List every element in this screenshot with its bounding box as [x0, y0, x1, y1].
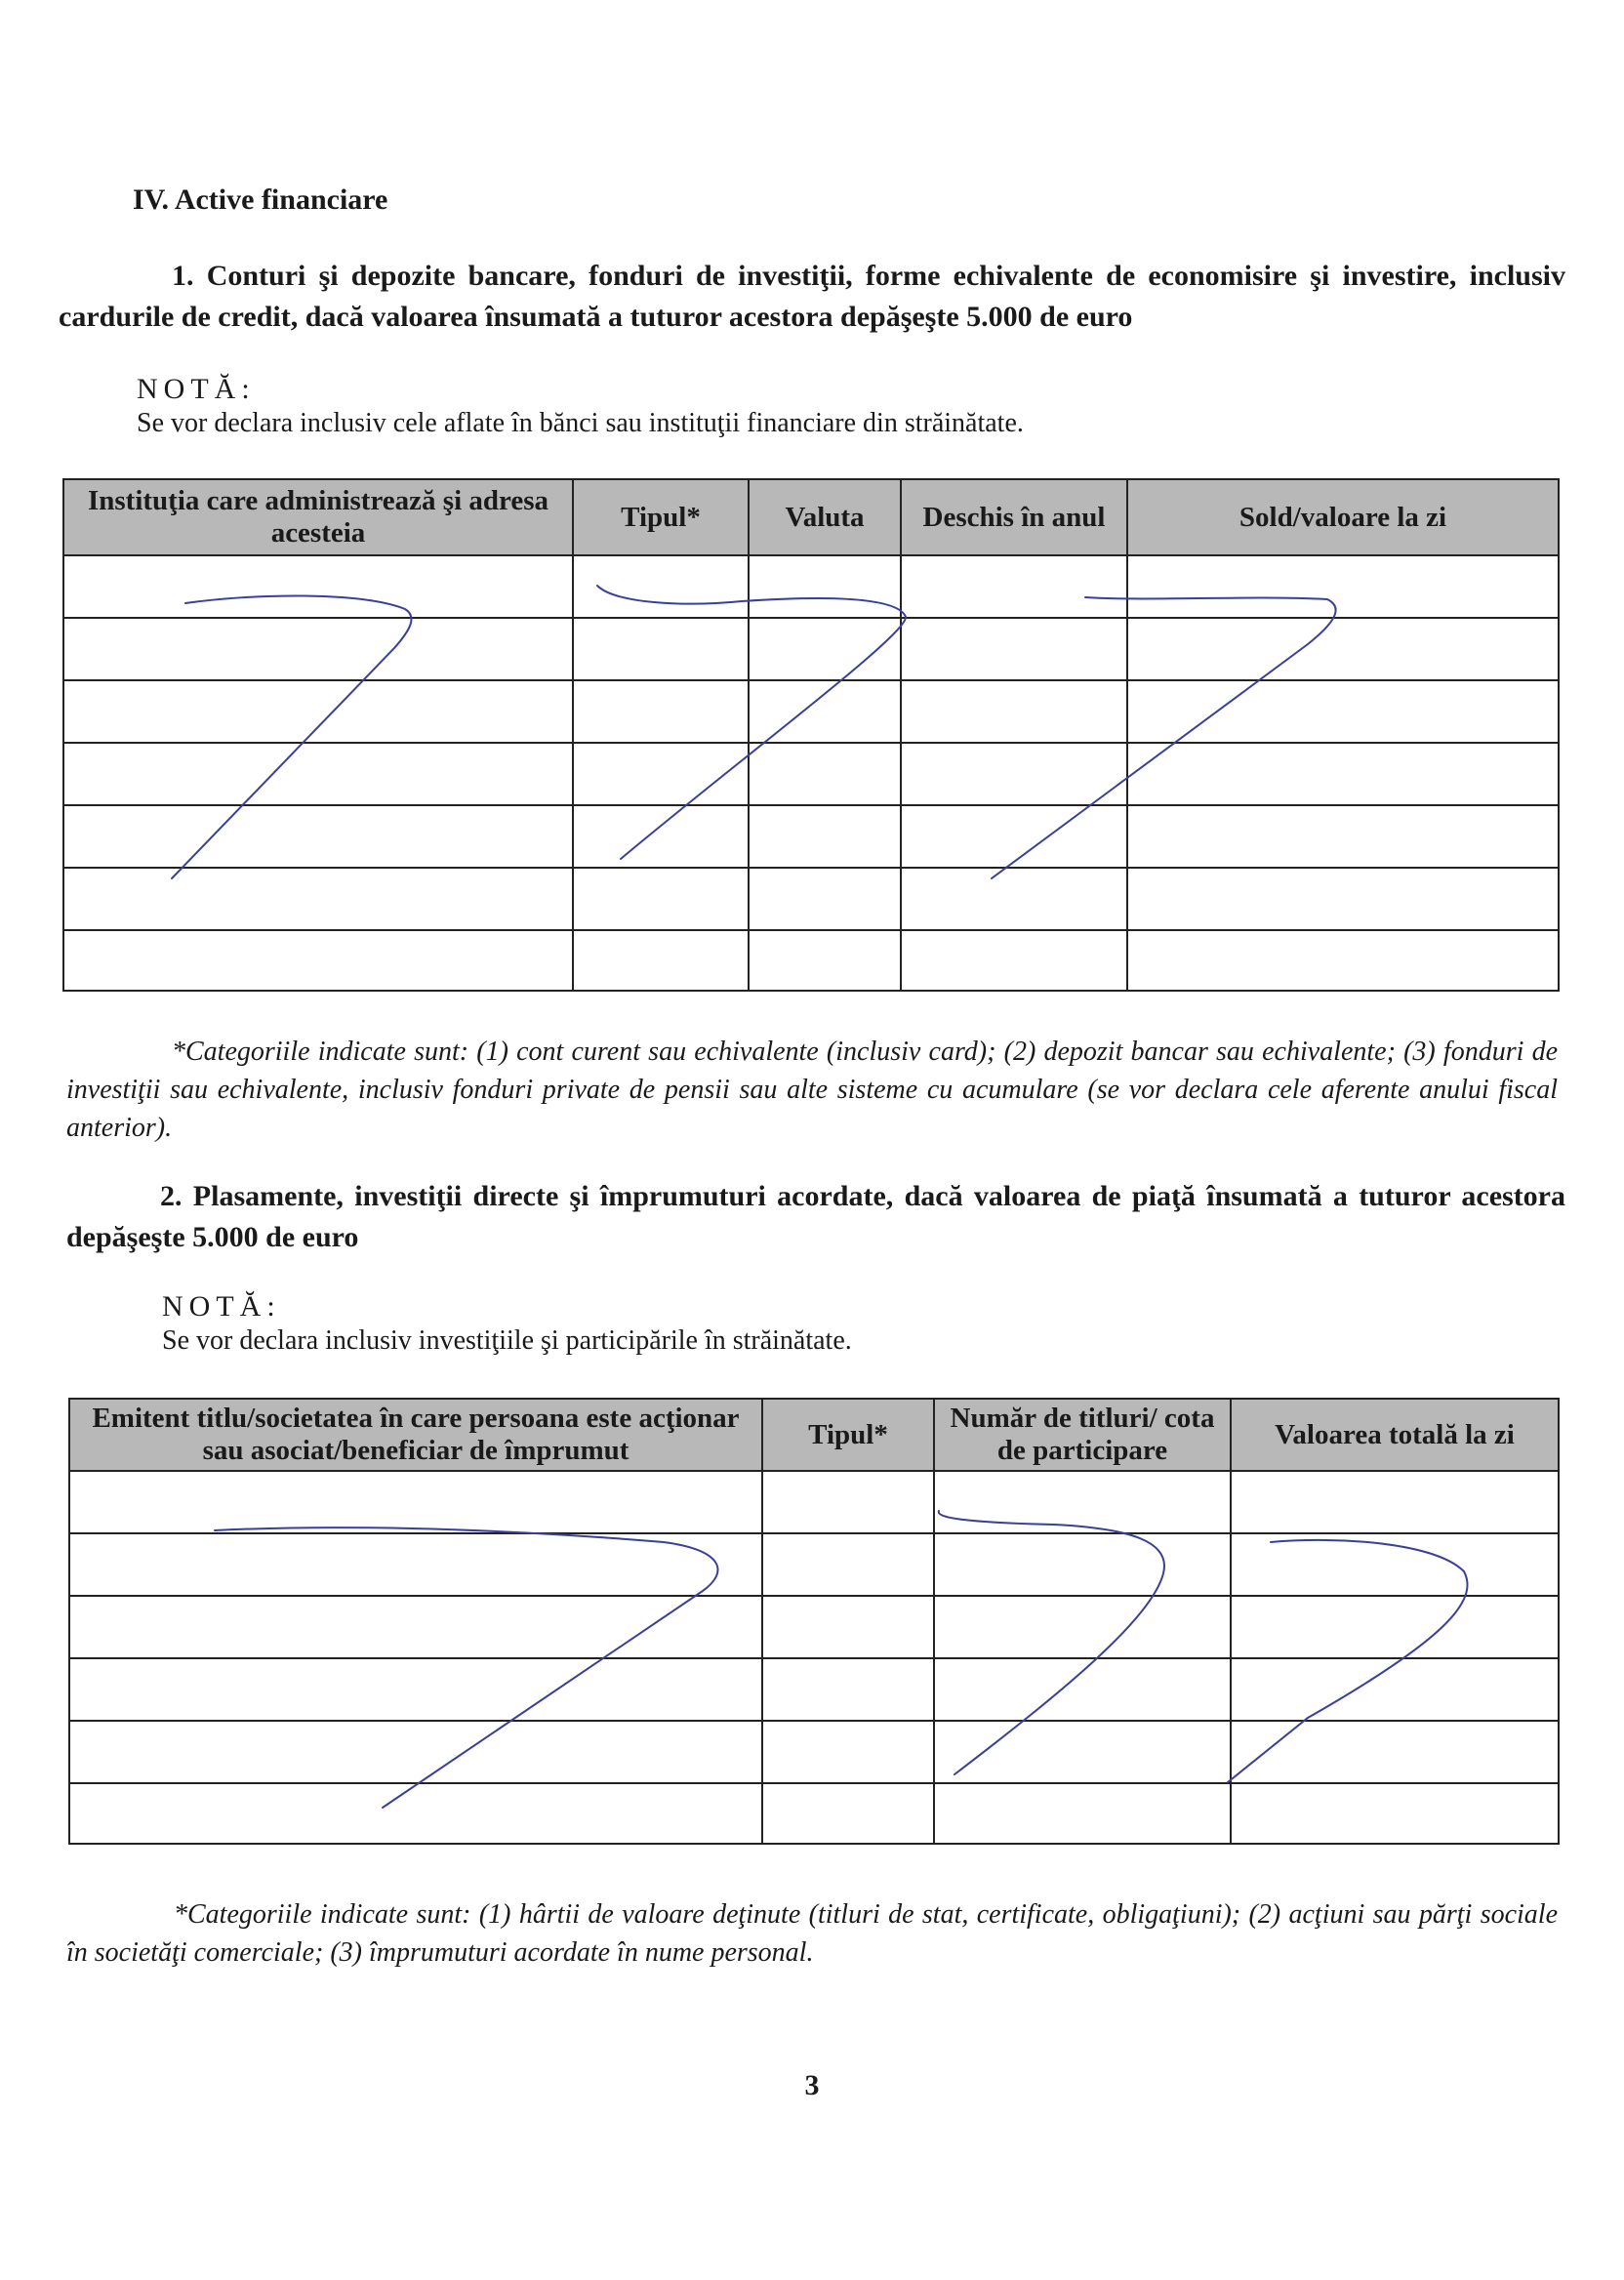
empty-cell [934, 1721, 1231, 1783]
table-row [69, 1471, 1559, 1533]
table-row [63, 930, 1559, 991]
investments-table-body [69, 1471, 1559, 1844]
empty-cell [1127, 868, 1559, 930]
investments-table [68, 1398, 1560, 1845]
empty-cell [901, 680, 1127, 743]
empty-cell [63, 680, 573, 743]
empty-cell [1231, 1596, 1559, 1658]
empty-cell [934, 1533, 1231, 1596]
empty-cell [901, 618, 1127, 680]
part1-nota-label: NOTĂ: [137, 373, 256, 405]
empty-cell [1127, 930, 1559, 991]
col-total-value: Valoarea totală la zi [1231, 1399, 1559, 1471]
empty-cell [63, 555, 573, 618]
empty-cell [749, 680, 901, 743]
table-row [63, 680, 1559, 743]
empty-cell [762, 1596, 934, 1658]
empty-cell [901, 805, 1127, 868]
empty-cell [1127, 555, 1559, 618]
empty-cell [749, 930, 901, 991]
empty-cell [63, 618, 573, 680]
table-row [63, 805, 1559, 868]
col-institution: Instituţia care administrează şi adresa acesteia [63, 479, 573, 555]
empty-cell [69, 1721, 762, 1783]
empty-cell [762, 1658, 934, 1721]
empty-cell [1127, 618, 1559, 680]
empty-cell [934, 1596, 1231, 1658]
part1-nota-text: Se vor declara inclusiv cele aflate în bănci sau instituţii financiare din străinătate. [137, 408, 1024, 438]
part2-footnote: *Categoriile indicate sunt: (1) hârtii de valoare deţinute (titluri de stat, certificate, obligaţiuni); (2) acţiuni sau părţi sociale în societăţi comerciale; (3) împrumuturi acordate în nume personal. [66, 1899, 1558, 1968]
col-opened-year: Deschis în anul [901, 479, 1127, 555]
page-number: 3 [804, 2069, 820, 2101]
empty-cell [573, 680, 749, 743]
empty-cell [1231, 1783, 1559, 1844]
empty-cell [63, 930, 573, 991]
part1-footnote: *Categoriile indicate sunt: (1) cont curent sau echivalente (inclusiv card); (2) depozit bancar sau echivalente; (3) fonduri de investiţii sau echivalente, inclusiv fonduri private de pensii sau alte sisteme cu acumulare (se vor declara cele aferente anului fiscal anterior). [66, 1037, 1558, 1143]
empty-cell [1127, 805, 1559, 868]
empty-cell [69, 1783, 762, 1844]
empty-cell [1127, 680, 1559, 743]
empty-cell [901, 868, 1127, 930]
table-row [69, 1596, 1559, 1658]
part2-nota-text: Se vor declara inclusiv investiţiile şi participările în străinătate. [162, 1325, 852, 1356]
empty-cell [762, 1783, 934, 1844]
empty-cell [901, 555, 1127, 618]
empty-cell [573, 930, 749, 991]
table-row [63, 618, 1559, 680]
table-row [69, 1783, 1559, 1844]
col-balance: Sold/valoare la zi [1127, 479, 1559, 555]
empty-cell [1231, 1471, 1559, 1533]
empty-cell [934, 1471, 1231, 1533]
empty-cell [1231, 1533, 1559, 1596]
table-row [63, 743, 1559, 805]
empty-cell [762, 1721, 934, 1783]
col-shares-count: Număr de titluri/ cota de participare [934, 1399, 1231, 1471]
part2-nota-label: NOTĂ: [162, 1290, 281, 1323]
accounts-table-body [63, 555, 1559, 991]
table-row [63, 868, 1559, 930]
table-row [63, 555, 1559, 618]
empty-cell [762, 1471, 934, 1533]
empty-cell [901, 930, 1127, 991]
table-row [69, 1533, 1559, 1596]
empty-cell [69, 1533, 762, 1596]
empty-cell [69, 1658, 762, 1721]
empty-cell [934, 1658, 1231, 1721]
empty-cell [1231, 1658, 1559, 1721]
empty-cell [749, 805, 901, 868]
empty-cell [749, 618, 901, 680]
table-row [69, 1721, 1559, 1783]
part1-heading: 1. Conturi şi depozite bancare, fonduri de investiţii, forme echivalente de economisire şi investire, inclusiv cardurile de credit, dacă valoarea însumată a tuturor acestora depăşeşte 5.000 de euro [59, 260, 1565, 333]
empty-cell [573, 743, 749, 805]
empty-cell [1127, 743, 1559, 805]
empty-cell [69, 1596, 762, 1658]
part2-heading: 2. Plasamente, investiţii directe şi împrumuturi acordate, dacă valoarea de piaţă însumată a tuturor acestora depăşeşte 5.000 de euro [66, 1180, 1565, 1253]
empty-cell [63, 805, 573, 868]
empty-cell [69, 1471, 762, 1533]
accounts-table [62, 478, 1560, 992]
empty-cell [749, 868, 901, 930]
col-currency: Valuta [749, 479, 901, 555]
col-type: Tipul* [573, 479, 749, 555]
empty-cell [749, 743, 901, 805]
section-title: IV. Active financiare [133, 183, 388, 216]
empty-cell [573, 555, 749, 618]
table-row [69, 1658, 1559, 1721]
empty-cell [63, 743, 573, 805]
empty-cell [1231, 1721, 1559, 1783]
empty-cell [573, 618, 749, 680]
empty-cell [934, 1783, 1231, 1844]
empty-cell [63, 868, 573, 930]
empty-cell [573, 805, 749, 868]
empty-cell [573, 868, 749, 930]
col-type: Tipul* [762, 1399, 934, 1471]
col-issuer: Emitent titlu/societatea în care persoana este acţionar sau asociat/beneficiar de împrumut [69, 1399, 762, 1471]
empty-cell [762, 1533, 934, 1596]
empty-cell [901, 743, 1127, 805]
empty-cell [749, 555, 901, 618]
